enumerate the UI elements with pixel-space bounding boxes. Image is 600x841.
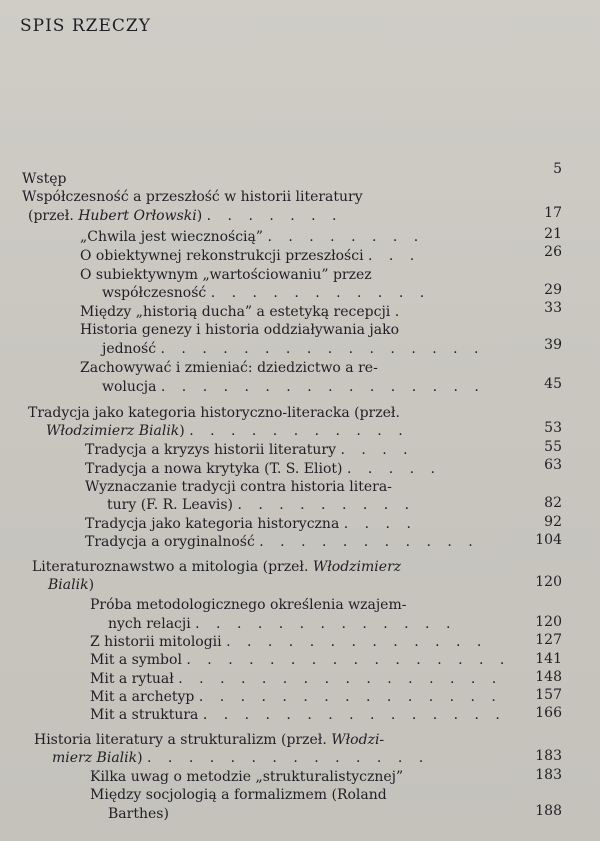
toc-line: Bialik) xyxy=(48,577,95,593)
toc-page-number: 63 xyxy=(544,457,562,473)
toc-page-number: 148 xyxy=(535,669,562,685)
toc-line: wolucja . . . . . . . . . . . . . . . . xyxy=(102,379,485,395)
toc-line: współczesność . . . . . . . . . . . xyxy=(102,285,431,301)
toc-line: Mit a archetyp . . . . . . . . . . . . . . . xyxy=(90,689,502,705)
toc-line: Z historii mitologii . . . . . . . . . . . . . xyxy=(90,634,488,650)
toc-line: Tradycja a kryzys historii literatury . . . . xyxy=(85,442,414,458)
toc-page-number: 120 xyxy=(535,614,562,630)
toc-line: Mit a symbol . . . . . . . . . . . . . . . . xyxy=(90,652,511,668)
toc-line: „Chwila jest wiecznością” . . . . . . . . xyxy=(80,229,425,245)
toc-line: tury (F. R. Leavis) . . . . . . . . . xyxy=(107,497,416,513)
toc-page-number: 188 xyxy=(535,803,562,819)
toc-line: Między „historią ducha” a estetyką recepcji . xyxy=(80,304,406,320)
toc-page-number: 120 xyxy=(535,574,562,590)
toc-line: Wstęp xyxy=(22,171,67,187)
toc-line: mierz Bialik) . . . . . . . . . . . . . . xyxy=(52,750,430,766)
toc-page-number: 183 xyxy=(535,767,562,783)
toc-line: Tradycja jako kategoria historyczno-literacka (przeł. xyxy=(28,405,400,421)
toc-line: jedność . . . . . . . . . . . . . . . . xyxy=(102,341,485,357)
toc-page-number: 29 xyxy=(544,282,562,298)
toc-page-number: 53 xyxy=(544,420,562,436)
toc-line: Tradycja a nowa krytyka (T. S. Eliot) . . . . . xyxy=(85,461,441,477)
toc-page-number: 104 xyxy=(535,532,562,548)
toc-page-number: 17 xyxy=(544,205,562,221)
toc-line: Zachowywać i zmieniać: dziedzictwo a re- xyxy=(80,360,378,376)
toc-line: Historia literatury a strukturalizm (przeł. Włodzi- xyxy=(34,732,385,748)
toc-page-number: 92 xyxy=(544,514,562,530)
toc-line: Wyznaczanie tradycji contra historia litera- xyxy=(85,479,392,495)
toc-line: O subiektywnym „wartościowaniu” przez xyxy=(80,267,372,283)
toc-line: Włodzimierz Bialik) . . . . . . . . . . . xyxy=(46,423,409,439)
toc-page-number: 33 xyxy=(544,300,562,316)
toc-page-number: 157 xyxy=(535,687,562,703)
toc-line: Tradycja jako kategoria historyczna . . . . xyxy=(85,516,417,532)
toc-page-number: 141 xyxy=(535,651,562,667)
toc-page-number: 21 xyxy=(544,226,562,242)
toc-page-number: 39 xyxy=(544,337,562,353)
toc-line: Mit a rytuał . . . . . . . . . . . . . . . . xyxy=(90,671,503,687)
toc-page-number: 26 xyxy=(544,244,562,260)
toc-line: nych relacji . . . . . . . . . . . . . xyxy=(108,616,457,632)
page-title: SPIS RZECZY xyxy=(20,16,151,36)
toc-line: Barthes) xyxy=(108,806,169,822)
toc-page-number: 55 xyxy=(544,439,562,455)
toc-line: Historia genezy i historia oddziaływania jako xyxy=(80,322,400,338)
toc-line: Mit a struktura . . . . . . . . . . . . . . . xyxy=(90,707,506,723)
toc-line: Kilka uwag o metodzie „strukturalistycznej” xyxy=(90,769,404,785)
toc-page-number: 45 xyxy=(544,376,562,392)
toc-line: Współczesność a przeszłość w historii literatury xyxy=(22,189,363,205)
toc-page-number: 183 xyxy=(535,748,562,764)
toc-page-number: 166 xyxy=(535,705,562,721)
toc-page-number: 127 xyxy=(535,632,562,648)
toc-line: O obiektywnej rekonstrukcji przeszłości . . . xyxy=(80,248,421,264)
toc-page-number: 5 xyxy=(553,161,562,177)
toc-line: Literaturoznawstwo a mitologia (przeł. Włodzimierz xyxy=(32,559,402,575)
toc-page-number: 82 xyxy=(544,495,562,511)
toc-line: Między socjologią a formalizmem (Roland xyxy=(90,787,387,803)
toc-line: Tradycja a oryginalność . . . . . . . . . . . xyxy=(85,534,479,550)
toc-line: Próba metodologicznego określenia wzajem- xyxy=(90,597,407,613)
toc-line: (przeł. Hubert Orłowski) . . . . . . . xyxy=(28,208,343,224)
